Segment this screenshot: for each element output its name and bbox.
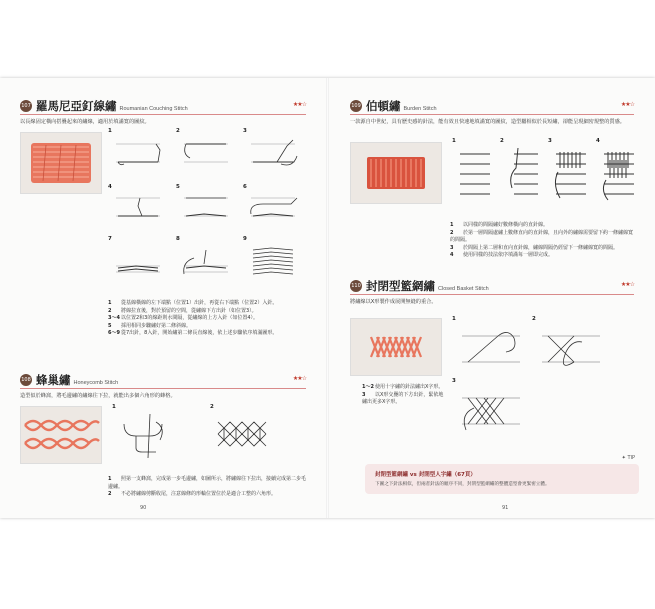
- diagram-burden-step-1: [456, 146, 496, 206]
- step-item: 1〜2使用十字繡的針法繡出X字形。: [362, 384, 444, 390]
- section-header-108: [20, 374, 306, 389]
- figure-number: 2: [500, 138, 504, 144]
- section-title-text: 伯頓繡: [366, 99, 401, 113]
- diagram-step-2: [180, 136, 232, 170]
- step-list-109: [450, 222, 636, 260]
- figure-number: 3: [548, 138, 552, 144]
- stitch-photo-honeycomb: [20, 406, 102, 464]
- stitch-photo-romanian-couching: [20, 132, 102, 194]
- figure-number: 2: [210, 404, 214, 410]
- section-number-badge: 107: [20, 100, 32, 112]
- figure-number: 1: [452, 316, 456, 322]
- figure-number: 5: [176, 184, 180, 190]
- difficulty-stars-icon: ★★☆: [620, 281, 634, 288]
- figure-number: 1: [452, 138, 456, 144]
- section-number-badge: 108: [20, 374, 32, 386]
- step-item: 1 從基線橫線的左下端點（位置1）出針，再從右下端點（位置2）入針。: [108, 300, 278, 306]
- section-intro: 將繡線以X形製作成展開無縫的重合。: [350, 299, 437, 305]
- step-item: 3 於間隔上第二層和直向直針線，繡線間隔仍經留下一條繡線寬的間隔。: [450, 244, 619, 251]
- figure-number: 4: [596, 138, 600, 144]
- section-title-text: 蜂巢繡: [36, 373, 71, 387]
- figure-number: 3: [452, 378, 456, 384]
- diagram-step-3: [247, 136, 299, 170]
- figure-number: 6: [243, 184, 247, 190]
- diagram-closed-basket-step-2: [538, 322, 608, 378]
- section-header-110: [350, 280, 634, 295]
- diagram-step-7: [112, 244, 164, 278]
- step-item: 2 將線拉直後，對於預留的空間，從繡線下方出針（如位置3）。: [108, 307, 257, 314]
- diagram-honeycomb-step-2: [214, 412, 274, 462]
- step-item: 6〜9從7出針，8入針，開始繡第二條長直線後，依上述步驟依序填滿圖形。: [108, 330, 278, 337]
- difficulty-stars-icon: ★★☆: [292, 101, 306, 108]
- figure-number: 2: [532, 316, 536, 322]
- diagram-step-6: [247, 192, 299, 226]
- figure-number: 9: [243, 236, 247, 242]
- diagram-step-5: [180, 192, 232, 226]
- step-list-110: [362, 384, 446, 407]
- tip-box: [365, 455, 639, 494]
- tip-badge: ✦ TIP: [621, 455, 635, 461]
- tip-text: 下圖之下針法相似，但兩者針法的順序不同，封閉型籃網繡的整體造型會更緊密立體。: [375, 482, 550, 487]
- step-item: 1 以同樣的間隔繡好數條橫向的直針線。: [450, 222, 549, 228]
- difficulty-stars-icon: ★★☆: [292, 375, 306, 382]
- tip-title: 封閉型籃網繡 vs 封閉型人字繡（67頁）: [375, 472, 476, 478]
- step-item: 2 於第一層間隔處繡上數條直向的直針線，且向外的繡線需要留下約一條繡線寬的間隔。: [450, 229, 634, 244]
- section-header-109: [350, 100, 634, 115]
- section-title-text: 封閉型籃網繡: [366, 279, 435, 293]
- section-title: [366, 98, 437, 114]
- diagram-burden-step-3: [552, 146, 592, 206]
- diagram-burden-step-2: [504, 146, 544, 206]
- stitch-photo-burden: [350, 142, 442, 204]
- figure-number: 4: [108, 184, 112, 190]
- section-intro: 造型似於蜂窩，將毛邊繡的繡線往下拉，就能出多個六角形的蜂格。: [20, 393, 176, 399]
- step-item: 3 以X形交疊的下方出針，緊依地繡出更多X字形。: [362, 391, 444, 406]
- figure-number: 8: [176, 236, 180, 242]
- step-item: 2 不必將繡線剪斷收尾，注意線條的形輪位置位於是適合工整的六角形。: [108, 491, 277, 498]
- book-spine: [326, 78, 329, 518]
- tip-lightbulb-icon: ✦: [621, 455, 628, 461]
- section-intro: 以長線固定橫向搭疊起來的繡線，適用於填滿寬的圖紋。: [20, 119, 150, 125]
- section-number-badge: 110: [350, 280, 362, 292]
- section-number-badge: 109: [350, 100, 362, 112]
- diagram-step-9: [247, 244, 299, 278]
- section-title: [366, 278, 489, 294]
- step-list-107: [108, 300, 308, 338]
- diagram-honeycomb-step-1: [116, 412, 176, 462]
- section-english-title: Burden Stitch: [403, 106, 437, 112]
- diagram-step-8: [180, 244, 232, 278]
- page-number-left: 90: [140, 505, 147, 511]
- section-title: [36, 98, 188, 114]
- section-english-title: Closed Basket Stitch: [438, 286, 489, 292]
- section-intro: 一款源自中世紀，具有歷史感的針法，能有效且快速地填滿寬的圖紋，造型屬相似於長短繡，卻能呈現細密規整的質感。: [350, 119, 625, 125]
- step-item: 3〜4以位置2和3的線距則水間隔，從繡線的上方入針（如位置4）。: [108, 315, 259, 322]
- section-title-text: 羅馬尼亞釘線繡: [36, 99, 117, 113]
- figure-number: 7: [108, 236, 112, 242]
- section-header-107: [20, 100, 306, 115]
- diagram-closed-basket-step-1: [458, 322, 528, 378]
- diagram-step-4: [112, 192, 164, 226]
- figure-number: 1: [112, 404, 116, 410]
- diagram-closed-basket-step-3: [458, 384, 528, 440]
- difficulty-stars-icon: ★★☆: [620, 101, 634, 108]
- section-title: [36, 372, 118, 388]
- step-item: 4 使用同樣的技法依序填滿每一層即完成。: [450, 252, 554, 259]
- figure-number: 1: [108, 128, 112, 134]
- page-number-right: 91: [502, 505, 509, 511]
- section-english-title: Roumanian Couching Stitch: [119, 106, 188, 112]
- diagram-step-1: [112, 136, 164, 170]
- section-english-title: Honeycomb Stitch: [73, 380, 119, 386]
- step-item: 1 照第一支蜂窩，完成第一步毛邊繡，如圖所示，將繡線往下拉出，接續完成第二步毛邊繡。: [108, 476, 307, 490]
- figure-number: 3: [243, 128, 247, 134]
- diagram-burden-step-4: [600, 146, 640, 206]
- figure-number: 2: [176, 128, 180, 134]
- stitch-photo-closed-basket: [350, 318, 442, 376]
- step-list-108: [108, 476, 308, 499]
- step-item: 5 採用相同步驟繡好第二條斜線。: [108, 322, 192, 329]
